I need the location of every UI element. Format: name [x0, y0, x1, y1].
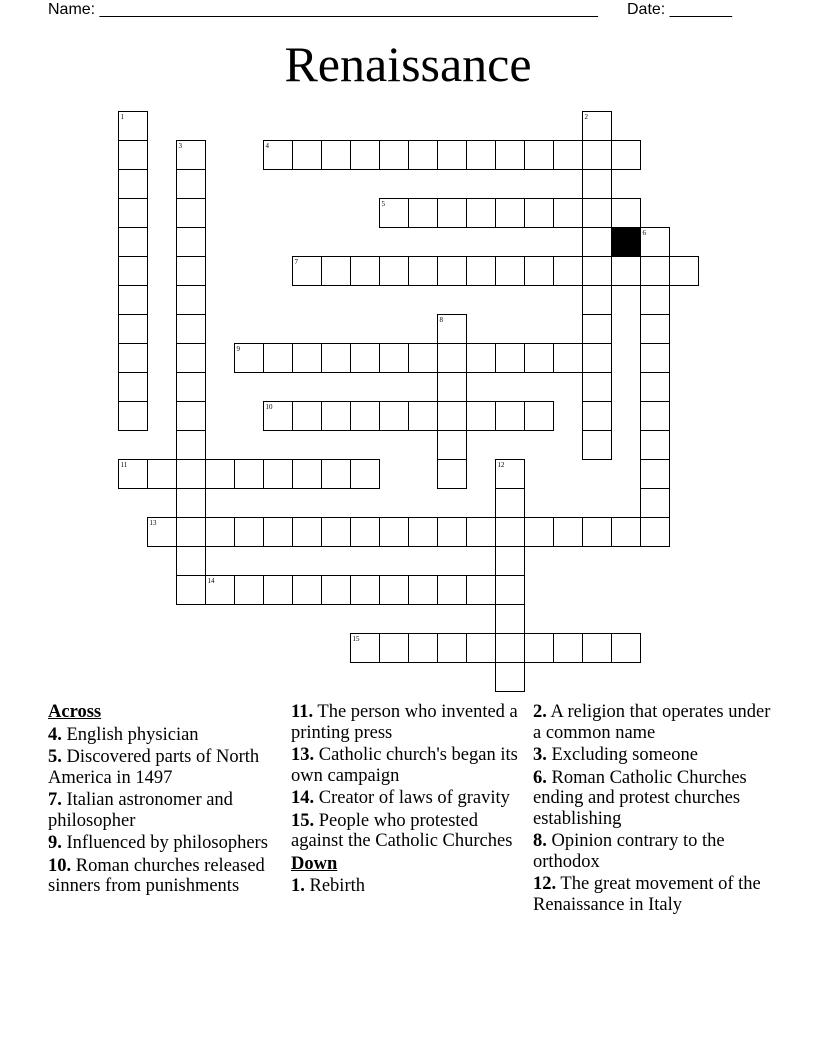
grid-cell[interactable] [263, 140, 293, 170]
grid-cell[interactable] [524, 343, 554, 373]
grid-cell[interactable] [176, 459, 206, 489]
grid-cell[interactable] [408, 633, 438, 663]
grid-cell[interactable] [118, 140, 148, 170]
grid-cell[interactable] [292, 575, 322, 605]
grid-cell[interactable] [524, 401, 554, 431]
grid-cell[interactable] [234, 517, 264, 547]
grid-cell[interactable] [437, 314, 467, 344]
grid-cell[interactable] [263, 401, 293, 431]
grid-cell[interactable] [611, 198, 641, 228]
grid-cell[interactable] [437, 256, 467, 286]
clue-across-13: 13. Catholic church's began its own campaign [291, 745, 518, 786]
clue-number: 7 [294, 257, 298, 266]
grid-cell[interactable] [495, 517, 525, 547]
clue-down-6: 6. Roman Catholic Churches ending and protest churches establishing [533, 767, 747, 829]
grid-cell[interactable] [582, 372, 612, 402]
grid-cell[interactable] [321, 401, 351, 431]
grid-cell[interactable] [379, 633, 409, 663]
grid-cell[interactable] [495, 662, 525, 692]
grid-cell[interactable] [466, 575, 496, 605]
grid-cell[interactable] [437, 372, 467, 402]
clue-number: 12 [497, 460, 505, 469]
grid-cell[interactable] [640, 256, 670, 286]
grid-cell[interactable] [234, 343, 264, 373]
grid-cell[interactable] [176, 343, 206, 373]
grid-cell[interactable] [176, 169, 206, 199]
grid-cell[interactable] [495, 198, 525, 228]
grid-cell[interactable] [611, 517, 641, 547]
grid-cell[interactable] [379, 198, 409, 228]
grid-cell[interactable] [408, 401, 438, 431]
grid-cell[interactable] [176, 140, 206, 170]
clue-number: 15 [352, 634, 360, 643]
grid-cell[interactable] [611, 256, 641, 286]
grid-cell[interactable] [582, 517, 612, 547]
grid-cell[interactable] [437, 633, 467, 663]
grid-cell[interactable] [640, 227, 670, 257]
clue-down-2: 2. A religion that operates under a common name [533, 702, 771, 743]
clue-across-10: 10. Roman churches released sinners from punishments [48, 855, 265, 896]
grid-cell[interactable] [408, 198, 438, 228]
grid-cell[interactable] [495, 459, 525, 489]
grid-cell[interactable] [234, 459, 264, 489]
grid-cell[interactable] [118, 256, 148, 286]
grid-cell[interactable] [379, 575, 409, 605]
grid-cell[interactable] [437, 459, 467, 489]
grid-cell[interactable] [176, 198, 206, 228]
clue-down-8: 8. Opinion contrary to the orthodox [533, 831, 725, 872]
grid-cell[interactable] [466, 198, 496, 228]
grid-cell[interactable] [466, 343, 496, 373]
grid-cell[interactable] [582, 314, 612, 344]
clue-across-9: 9. Influenced by philosophers [48, 833, 268, 853]
grid-cell[interactable] [553, 517, 583, 547]
grid-cell[interactable] [205, 575, 235, 605]
clues-column-1 [48, 702, 280, 899]
grid-cell[interactable] [176, 517, 206, 547]
clue-number: 6 [642, 228, 646, 237]
grid-cell[interactable] [205, 459, 235, 489]
grid-cell[interactable] [640, 401, 670, 431]
grid-cell[interactable] [350, 633, 380, 663]
grid-cell[interactable] [553, 343, 583, 373]
grid-cell[interactable] [495, 343, 525, 373]
grid-cell[interactable] [524, 198, 554, 228]
grid-cell[interactable] [582, 198, 612, 228]
grid-cell[interactable] [147, 517, 177, 547]
black-cell [611, 227, 641, 257]
grid-cell[interactable] [553, 140, 583, 170]
grid-cell[interactable] [582, 227, 612, 257]
clue-number: 4 [265, 141, 269, 150]
grid-cell[interactable] [379, 343, 409, 373]
grid-cell[interactable] [321, 517, 351, 547]
clue-across-5: 5. Discovered parts of North America in 1497 [48, 747, 260, 788]
grid-cell[interactable] [669, 256, 699, 286]
clue-down-1: 1. Rebirth [291, 876, 365, 896]
grid-cell[interactable] [292, 401, 322, 431]
grid-cell[interactable] [379, 401, 409, 431]
clue-across-14: 14. Creator of laws of gravity [291, 788, 510, 808]
date-field-label: Date: _______ [627, 1, 732, 18]
grid-cell[interactable] [524, 256, 554, 286]
grid-cell[interactable] [176, 401, 206, 431]
grid-cell[interactable] [524, 517, 554, 547]
clue-number: 10 [265, 402, 273, 411]
grid-cell[interactable] [292, 517, 322, 547]
grid-cell[interactable] [495, 546, 525, 576]
grid-cell[interactable] [205, 517, 235, 547]
clue-across-7: 7. Italian astronomer and philosopher [48, 790, 233, 831]
grid-cell[interactable] [640, 488, 670, 518]
grid-cell[interactable] [582, 256, 612, 286]
grid-cell[interactable] [437, 575, 467, 605]
grid-cell[interactable] [321, 459, 351, 489]
grid-cell[interactable] [118, 401, 148, 431]
grid-cell[interactable] [495, 401, 525, 431]
clue-number: 2 [584, 112, 588, 121]
grid-cell[interactable] [640, 343, 670, 373]
grid-cell[interactable] [263, 575, 293, 605]
grid-cell[interactable] [118, 459, 148, 489]
grid-cell[interactable] [640, 430, 670, 460]
grid-cell[interactable] [350, 140, 380, 170]
grid-cell[interactable] [408, 140, 438, 170]
grid-cell[interactable] [582, 430, 612, 460]
clue-number: 5 [381, 199, 385, 208]
grid-cell[interactable] [466, 256, 496, 286]
grid-cell[interactable] [292, 140, 322, 170]
grid-cell[interactable] [176, 488, 206, 518]
grid-cell[interactable] [118, 343, 148, 373]
grid-cell[interactable] [466, 140, 496, 170]
grid-cell[interactable] [495, 604, 525, 634]
grid-cell[interactable] [495, 140, 525, 170]
grid-cell[interactable] [350, 401, 380, 431]
clue-number: 14 [207, 576, 215, 585]
clue-down-12: 12. The great movement of the Renaissance in Italy [533, 874, 761, 915]
across-heading: Across [48, 702, 102, 722]
grid-cell[interactable] [611, 140, 641, 170]
clue-across-11: 11. The person who invented a printing press [291, 702, 518, 743]
grid-cell[interactable] [176, 256, 206, 286]
grid-cell[interactable] [524, 633, 554, 663]
grid-cell[interactable] [176, 285, 206, 315]
grid-cell[interactable] [466, 401, 496, 431]
grid-cell[interactable] [379, 140, 409, 170]
grid-cell[interactable] [408, 517, 438, 547]
grid-cell[interactable] [118, 372, 148, 402]
clues-column-2 [291, 702, 523, 899]
clue-number: 3 [178, 141, 182, 150]
grid-cell[interactable] [582, 285, 612, 315]
grid-cell[interactable] [292, 459, 322, 489]
grid-cell[interactable] [176, 575, 206, 605]
grid-cell[interactable] [582, 343, 612, 373]
grid-cell[interactable] [176, 372, 206, 402]
grid-cell[interactable] [263, 459, 293, 489]
grid-cell[interactable] [263, 343, 293, 373]
grid-cell[interactable] [321, 343, 351, 373]
grid-cell[interactable] [147, 459, 177, 489]
grid-cell[interactable] [466, 517, 496, 547]
grid-cell[interactable] [118, 285, 148, 315]
grid-cell[interactable] [176, 314, 206, 344]
grid-cell[interactable] [118, 314, 148, 344]
grid-cell[interactable] [582, 111, 612, 141]
grid-cell[interactable] [379, 256, 409, 286]
clue-down-3: 3. Excluding someone [533, 745, 698, 765]
down-heading: Down [291, 853, 338, 874]
grid-cell[interactable] [495, 575, 525, 605]
grid-cell[interactable] [321, 256, 351, 286]
grid-cell[interactable] [466, 633, 496, 663]
grid-cell[interactable] [379, 517, 409, 547]
grid-cell[interactable] [611, 633, 641, 663]
grid-cell[interactable] [350, 459, 380, 489]
grid-cell[interactable] [553, 198, 583, 228]
grid-cell[interactable] [640, 517, 670, 547]
grid-cell[interactable] [437, 517, 467, 547]
grid-cell[interactable] [495, 256, 525, 286]
clue-number: 11 [120, 460, 128, 469]
grid-cell[interactable] [582, 401, 612, 431]
grid-cell[interactable] [176, 227, 206, 257]
grid-cell[interactable] [350, 575, 380, 605]
name-field-label: Name: ________________________________________________________ [48, 1, 598, 18]
page-title: Renaissance [284, 36, 532, 92]
grid-cell[interactable] [582, 140, 612, 170]
grid-cell[interactable] [553, 256, 583, 286]
grid-cell[interactable] [350, 256, 380, 286]
grid-cell[interactable] [350, 517, 380, 547]
grid-cell[interactable] [292, 343, 322, 373]
grid-cell[interactable] [176, 430, 206, 460]
grid-cell[interactable] [582, 169, 612, 199]
grid-cell[interactable] [263, 517, 293, 547]
grid-cell[interactable] [582, 633, 612, 663]
grid-cell[interactable] [437, 140, 467, 170]
clue-across-15: 15. People who protested against the Catholic Churches [291, 810, 513, 851]
clue-number: 1 [120, 112, 124, 121]
grid-cell[interactable] [118, 198, 148, 228]
grid-cell[interactable] [640, 285, 670, 315]
grid-cell[interactable] [408, 256, 438, 286]
grid-cell[interactable] [495, 633, 525, 663]
grid-cell[interactable] [437, 198, 467, 228]
grid-cell[interactable] [437, 343, 467, 373]
grid-cell[interactable] [321, 575, 351, 605]
grid-cell[interactable] [350, 343, 380, 373]
clue-number: 13 [149, 518, 157, 527]
grid-cell[interactable] [176, 546, 206, 576]
grid-cell[interactable] [118, 169, 148, 199]
grid-cell[interactable] [553, 633, 583, 663]
clue-number: 8 [439, 315, 443, 324]
grid-cell[interactable] [640, 314, 670, 344]
grid-cell[interactable] [640, 372, 670, 402]
grid-cell[interactable] [118, 111, 148, 141]
grid-cell[interactable] [640, 459, 670, 489]
grid-cell[interactable] [118, 227, 148, 257]
grid-cell[interactable] [495, 488, 525, 518]
grid-cell[interactable] [321, 140, 351, 170]
grid-cell[interactable] [408, 343, 438, 373]
clue-across-4: 4. English physician [48, 724, 199, 745]
grid-cell[interactable] [437, 401, 467, 431]
clue-number: 9 [236, 344, 240, 353]
grid-cell[interactable] [408, 575, 438, 605]
grid-cell[interactable] [524, 140, 554, 170]
grid-cell[interactable] [292, 256, 322, 286]
clues-column-3 [533, 702, 783, 917]
grid-cell[interactable] [234, 575, 264, 605]
grid-cell[interactable] [437, 430, 467, 460]
